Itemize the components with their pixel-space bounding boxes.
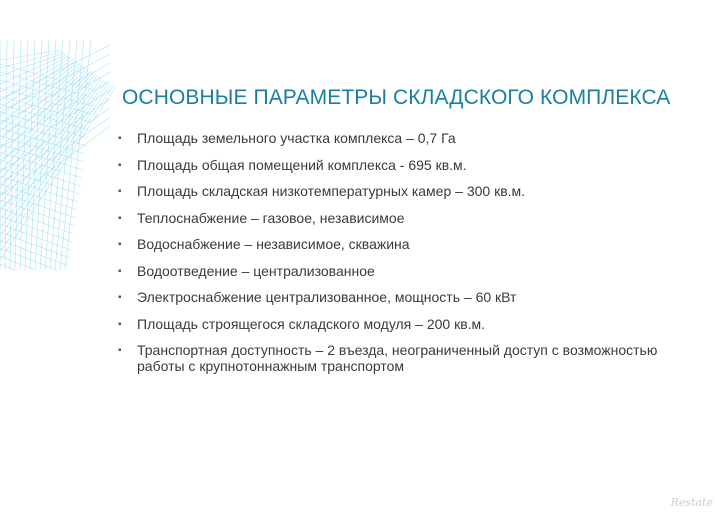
list-item	[115, 289, 675, 305]
list-item-text: Водоотведение – централизованное	[137, 262, 375, 279]
bullet-marker-icon: ▪	[118, 292, 122, 303]
list-item	[115, 157, 675, 173]
watermark-logo: Restate	[670, 496, 713, 509]
list-item	[115, 183, 675, 199]
list-item	[115, 316, 675, 332]
bullet-marker-icon: ▪	[118, 265, 122, 277]
wireframe-decoration	[0, 40, 120, 270]
list-item	[115, 263, 675, 279]
list-item	[115, 342, 675, 374]
list-item-text: Площадь складская низкотемпературных камер – 300 кв.м.	[137, 183, 526, 199]
list-item-text: Теплоснабжение – газовое, независимое	[137, 209, 405, 226]
list-item	[115, 210, 675, 226]
bullet-marker-icon: ▪	[118, 159, 122, 171]
parameters-list	[115, 130, 675, 385]
list-item-text: Водоснабжение – независимое, скважина	[137, 236, 410, 252]
list-item-text: Площадь общая помещений комплекса - 695 кв.м.	[137, 156, 467, 173]
bullet-marker-icon: ▪	[118, 186, 122, 197]
list-item-text: Площадь строящегося складского модуля – 200 кв.м.	[137, 315, 486, 332]
bullet-marker-icon: ▪	[118, 318, 122, 330]
list-item-text: Транспортная доступность – 2 въезда, неограниченный доступ с возможностью работы с крупнотоннажным транспортом	[137, 342, 658, 374]
bullet-marker-icon: ▪	[118, 212, 122, 224]
slide-title: ОСНОВНЫЕ ПАРАМЕТРЫ СКЛАДСКОГО КОМПЛЕКСА	[122, 86, 671, 109]
bullet-marker-icon: ▪	[118, 345, 122, 356]
list-item	[115, 130, 675, 146]
list-item-text: Площадь земельного участка комплекса – 0,7 Га	[137, 130, 456, 146]
list-item-text: Электроснабжение централизованное, мощность – 60 кВт	[137, 289, 517, 305]
bullet-marker-icon: ▪	[118, 133, 122, 144]
list-item	[115, 236, 675, 252]
bullet-marker-icon: ▪	[118, 239, 122, 250]
